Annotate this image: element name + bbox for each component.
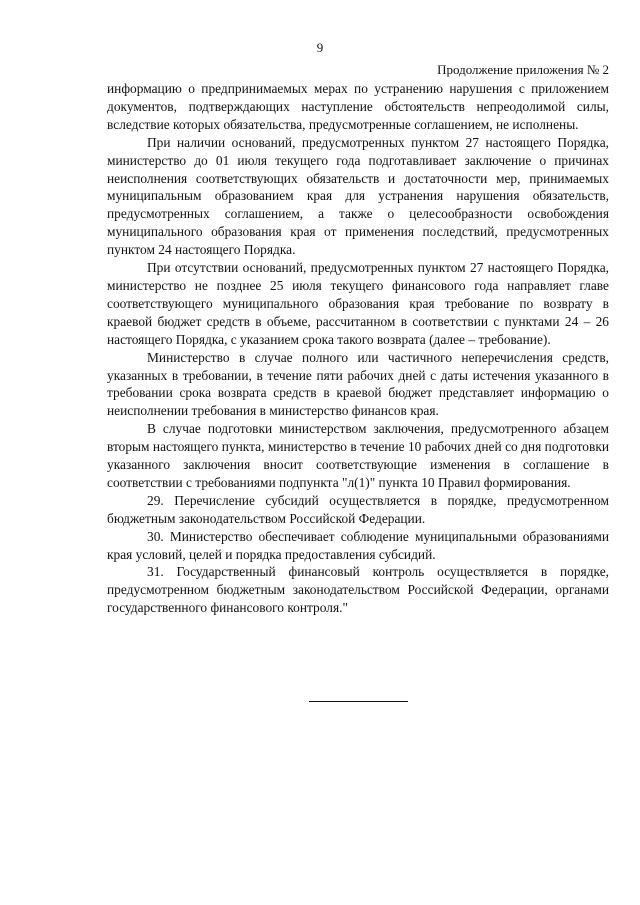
paragraph-item-30: 30. Министерство обеспечивает соблюдение муниципальными образованиями края условий, целей и порядка предоставления субсидий. — [107, 528, 609, 562]
appendix-continuation-note: Продолжение приложения № 2 — [437, 62, 609, 77]
paragraph-conclusion-grounds: При наличии оснований, предусмотренных пунктом 27 настоящего Порядка, министерство до 01 июля текущего года подготавливает заключение о причинах неисполнения соответствующих обязательств и достаточности мер, принимаемых муниципальным образованием края для устранения нарушения обязательств, предусмотренных соглашением, а также о целесообразности освобождения муниципального образования края от применения последствий, предусмотренных пунктом 24 настоящего Порядка. — [107, 134, 609, 258]
document-body — [107, 80, 609, 617]
paragraph-continuation: информацию о предпринимаемых мерах по устранению нарушения с приложением документов, подтверждающих наступление обстоятельств непреодолимой силы, вследствие которых обязательства, предусмотренные соглашением, не исполнены. — [107, 81, 609, 132]
paragraph-non-transfer-report: Министерство в случае полного или частичного неперечисления средств, указанных в требовании, в течение пяти рабочих дней с даты истечения указанного в требовании срока возврата средств в краевой бюджет представляет информацию о неисполнении требования в министерство финансов края. — [107, 349, 609, 419]
page-number: 9 — [316, 40, 324, 55]
paragraph-item-29: 29. Перечисление субсидий осуществляется в порядке, предусмотренном бюджетным законодательством Российской Федерации. — [107, 492, 609, 526]
paragraph-agreement-changes: В случае подготовки министерством заключения, предусмотренного абзацем вторым настоящего пункта, министерство в течение 10 рабочих дней со дня подготовки указанного заключения вносит соответствующие изменения в соглашение в соответствии с требованиями подпункта "л(1)" пункта 10 Правил формирования. — [107, 421, 609, 490]
paragraph-refund-requirement: При отсутствии оснований, предусмотренных пунктом 27 настоящего Порядка, министерство не позднее 25 июля текущего финансового года направляет главе соответствующего муниципального образования края требование по возврату в краевой бюджет средств в объеме, рассчитанном в соответствии с пунктами 24 – 26 настоящего Порядка, с указанием срока такого возврата (далее – требование). — [107, 260, 609, 347]
closing-divider-line — [309, 701, 408, 702]
paragraph-item-31: 31. Государственный финансовый контроль осуществляется в порядке, предусмотренном бюджетным законодательством Российской Федерации, органами государственного финансового контроля." — [107, 564, 609, 616]
